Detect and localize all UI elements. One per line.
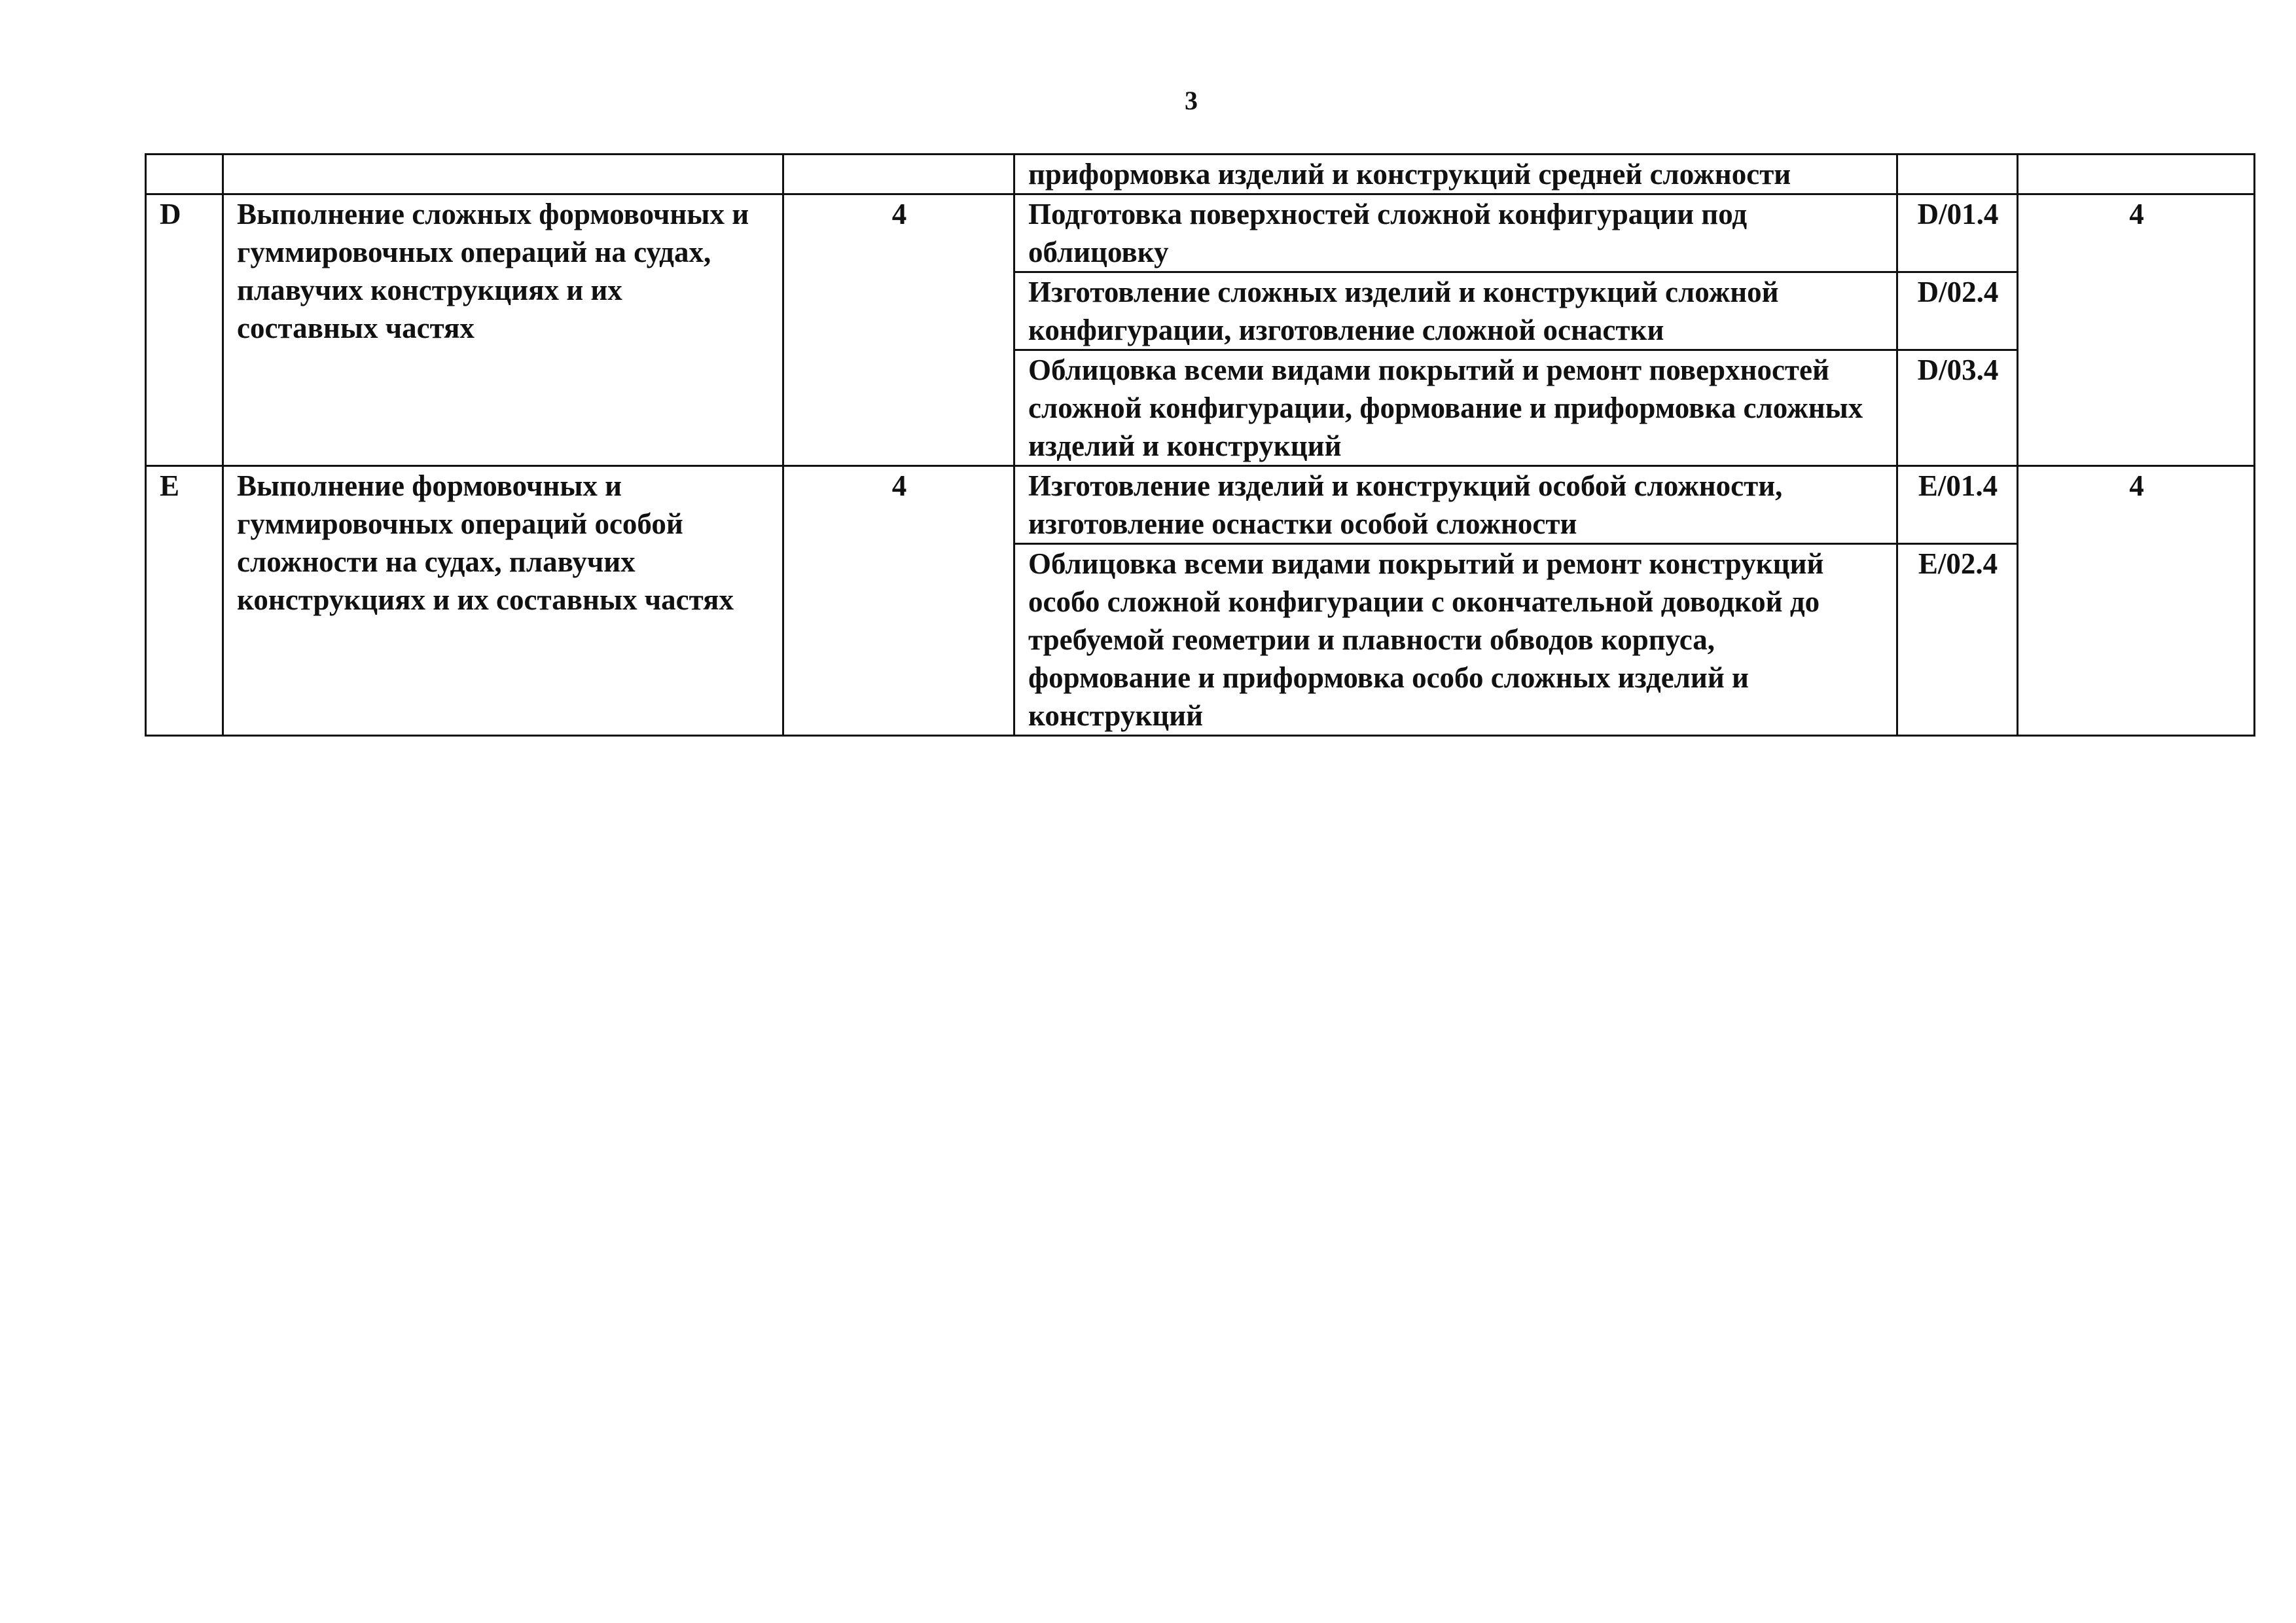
qualification-level: 4 bbox=[783, 466, 1014, 736]
page-number: 3 bbox=[1185, 86, 1198, 115]
function-code-cell: E/02.4 bbox=[1897, 544, 2018, 736]
function-code-cell: D/03.4 bbox=[1897, 350, 2018, 466]
generalized-function-name: Выполнение формовочных и гуммировочных операций особой сложности на судах, плавучих конструкциях и их составных частях bbox=[223, 466, 783, 736]
generalized-function-code: D bbox=[146, 194, 223, 466]
function-name-cell: Облицовка всеми видами покрытий и ремонт поверхностей сложной конфигурации, формование и приформовка сложных изделий и конструкций bbox=[1014, 350, 1897, 466]
function-name-cell: приформовка изделий и конструкций средней сложности bbox=[1014, 155, 1897, 194]
table-row-group-d bbox=[146, 194, 2255, 272]
cell-empty bbox=[783, 155, 1014, 194]
sub-qualification-level: 4 bbox=[2018, 194, 2255, 466]
qualification-level: 4 bbox=[783, 194, 1014, 466]
table-row-continued bbox=[146, 155, 2255, 194]
table-row-group-e bbox=[146, 466, 2255, 544]
cell-empty bbox=[2018, 155, 2255, 194]
function-name-cell: Изготовление сложных изделий и конструкций сложной конфигурации, изготовление сложной оснастки bbox=[1014, 272, 1897, 350]
cell-empty bbox=[146, 155, 223, 194]
cell-empty bbox=[1897, 155, 2018, 194]
function-name-cell: Облицовка всеми видами покрытий и ремонт конструкций особо сложной конфигурации с окончательной доводкой до требуемой геометрии и плавности обводов корпуса, формование и приформовка особо сложных изделий и конструкций bbox=[1014, 544, 1897, 736]
sub-qualification-level: 4 bbox=[2018, 466, 2255, 736]
labor-functions-table bbox=[145, 153, 2255, 737]
cell-empty bbox=[223, 155, 783, 194]
function-code-cell: D/01.4 bbox=[1897, 194, 2018, 272]
function-name-cell: Изготовление изделий и конструкций особой сложности, изготовление оснастки особой сложности bbox=[1014, 466, 1897, 544]
function-code-cell: E/01.4 bbox=[1897, 466, 2018, 544]
function-code-cell: D/02.4 bbox=[1897, 272, 2018, 350]
generalized-function-name: Выполнение сложных формовочных и гуммировочных операций на судах, плавучих конструкциях и их составных частях bbox=[223, 194, 783, 466]
function-name-cell: Подготовка поверхностей сложной конфигурации под облицовку bbox=[1014, 194, 1897, 272]
generalized-function-code: E bbox=[146, 466, 223, 736]
